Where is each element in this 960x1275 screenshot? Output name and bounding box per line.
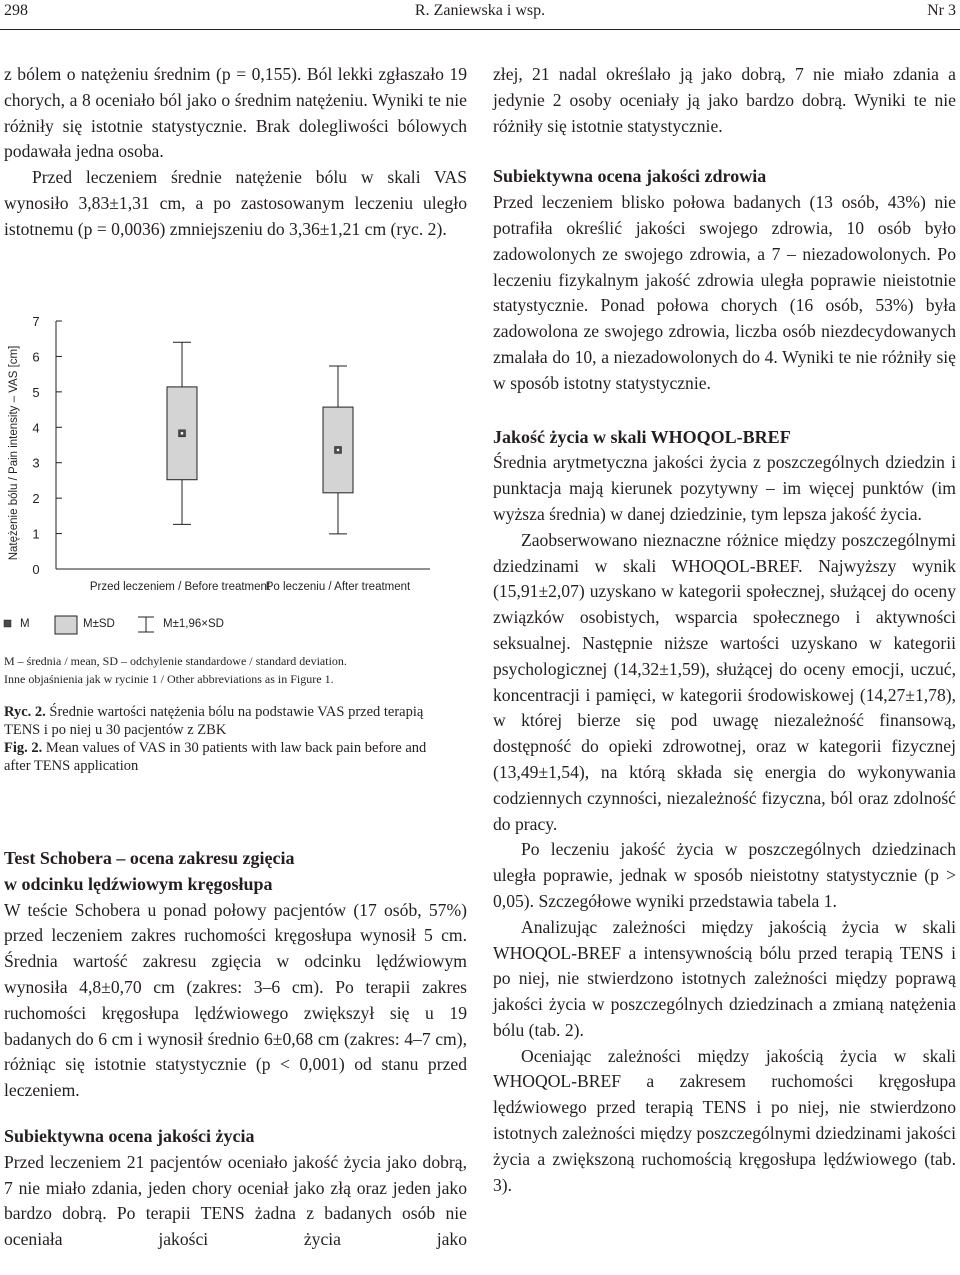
heading-line: Test Schobera – ocena zakresu zgięcia <box>4 848 295 868</box>
section-heading <box>4 846 467 898</box>
y-tick-label: 5 <box>32 384 40 400</box>
legend-sd-label: M±SD <box>83 618 115 630</box>
issue-number: Nr 3 <box>927 2 956 19</box>
heading-line: w odcinku lędźwiowym kręgosłupa <box>4 873 273 894</box>
figure-caption <box>4 703 444 775</box>
header-rule <box>0 29 960 30</box>
caption-pl-text: Średnie wartości natężenia bólu na podstawie VAS przed terapią TENS i po niej u 30 pacjentów z ZBK <box>4 704 424 738</box>
legend-sd-box <box>55 616 77 634</box>
page-number: 298 <box>4 2 28 19</box>
chart-note-line: M – średnia / mean, SD – odchylenie standardowe / standard deviation. <box>4 654 347 668</box>
y-tick-label: 0 <box>32 562 40 577</box>
vas-box-chart <box>0 300 480 650</box>
paragraph: Oceniając zależności między jakością życia w skali WHOQOL-BREF a zakresem ruchomości kręgosłupa lędźwiowego przed terapią TENS i po niej, nie stwierdzono istotnych zależności między poszczególnymi dziedzinami jakości życia a zwiększoną ruchomością kręgosłupa lędźwiowego (tab. 3). <box>493 1045 956 1195</box>
paragraph: Po leczeniu jakość życia w poszczególnych dziedzinach uległa poprawie, jednak w sposób nieistotny statystycznie (p > 0,05). Szczegółowe wyniki przedstawia tabela 1. <box>493 839 956 911</box>
paragraph: Analizując zależności między jakością życia w skali WHOQOL-BREF a intensywnością bólu przed terapią TENS i po niej, nie stwierdzono istotnych zależności między poprawą jakości życia w poszczególnych dziedzinach a zmianą natężenia bólu (tab. 2). <box>493 916 956 1040</box>
left-column-top <box>4 62 467 243</box>
y-axis-label: Natężenie bólu / Pain intensity – VAS [cm] <box>8 345 20 561</box>
y-tick-label: 1 <box>32 526 40 542</box>
caption-en <box>4 739 444 775</box>
legend-mean-label: M <box>20 618 30 630</box>
legend-mean-marker <box>4 620 11 627</box>
paragraph: Przed leczeniem blisko połowa badanych (13 osób, 43%) nie potrafiła określić jakości swojego zdrowia, 10 osób było zadowolonych ze swojego zdrowia, a 7 – niezadowolonych. Po leczeniu fizykalnym jakość zdrowia uległa poprawie nieistotnie statystycznie. Ponad połowa chorych (16 osób, 53%) była zadowolona ze swojego zdrowia, liczba osób niezdecydowanych zmalała do 10, a niezadowolonych do 4. Wyniki te nie różniły się w sposób istotny statystycznie. <box>493 192 956 393</box>
section-heading: Jakość życia w skali WHOQOL-BREF <box>493 426 791 447</box>
chart-svg <box>0 300 480 650</box>
mean-marker-center <box>181 432 183 434</box>
mean-marker-center <box>337 449 339 451</box>
paragraph: Przed leczeniem 21 pacjentów oceniało jakość życia jako dobrą, 7 nie miało zdania, jeden chory oceniał jako złą oraz jeden jako bardzo dobrą. Po terapii TENS żadna z badanych osób nie oceniała jakości życia jako <box>4 1151 467 1250</box>
paragraph: Zaobserwowano nieznaczne różnice między poszczególnymi dziedzinami w skali WHOQOL-BREF. Najwyższy wynik (15,91±2,07) uzyskano w kategorii społecznej, służącej do oceny związków osobistych, wsparcia społecznego i aktywności seksualnej. Następnie niższe wartości uzyskano w kategorii psychologicznej (14,32±1,59), służącej do oceny emocji, uczuć, koncentracji i pamięci, w kategorii środowiskowej (14,27±1,78), w której bierze się pod uwagę niezależność finansową, dostępność do opieki zdrowotnej, oraz w kategorii fizycznej (13,49±1,54), na którą składa się energia do wykonywania codziennych czynności, niezależność fizyczna, ból oraz zdolność do pracy. <box>493 529 956 834</box>
y-tick-label: 7 <box>32 314 40 329</box>
y-tick-label: 2 <box>32 491 40 507</box>
caption-en-label: Fig. 2. <box>4 740 43 756</box>
section-heading: Subiektywna ocena jakości życia <box>4 1125 255 1146</box>
page-header <box>0 0 960 30</box>
paragraph: złej, 21 nadal określało ją jako dobrą, 7 nie miało zdania a jedynie 2 osoby oceniały ją jako bardzo dobrą. Wyniki te nie różniły się istotnie statystycznie. <box>493 64 956 136</box>
caption-pl <box>4 703 444 739</box>
x-category-label: Przed leczeniem / Before treatment <box>89 581 271 593</box>
caption-en-text: Mean values of VAS in 30 patients with law back pain before and after TENS application <box>4 740 427 774</box>
right-column <box>493 62 956 1198</box>
paragraph: W teście Schobera u ponad połowy pacjentów (17 osób, 57%) przed leczeniem zakres ruchomości kręgosłupa wynosił 5 cm. Średnia wartość zakresu zgięcia w odcinku lędźwiowym wynosiła 4,8±0,70 cm (zakres: 3–6 cm). Po terapii zakres ruchomości kręgosłupa lędźwiowego zwiększył się u 19 badanych do 6 cm i wynosił średnio 6±0,68 cm (zakres: 4–7 cm), różniąc się istotnie statystycznie (p < 0,001) od stanu przed leczeniem. <box>4 899 467 1101</box>
caption-pl-label: Ryc. 2. <box>4 704 46 720</box>
running-head-authors: R. Zaniewska i wsp. <box>414 2 546 19</box>
y-tick-label: 6 <box>32 349 40 365</box>
chart-note-line: Inne objaśnienia jak w rycinie 1 / Other abbreviations as in Figure 1. <box>4 672 334 686</box>
y-tick-label: 4 <box>32 420 40 436</box>
y-tick-label: 3 <box>32 455 40 471</box>
left-column-bottom <box>4 846 467 1253</box>
paragraph: Średnia arytmetyczna jakości życia z poszczególnych dziedzin i punktacja mają kierunek pozytywny – im więcej punktów (im wyższa średnia) w danej dziedzinie, tym lepsza jakość życia. <box>493 452 956 524</box>
section-heading: Subiektywna ocena jakości zdrowia <box>493 166 767 187</box>
legend-whisker-label: M±1,96×SD <box>163 618 224 630</box>
chart-note <box>4 652 474 688</box>
paragraph: Przed leczeniem średnie natężenie bólu w skali VAS wynosiło 3,83±1,31 cm, a po zastosowanym leczeniu uległo istotnemu (p = 0,0036) zmniejszeniu do 3,36±1,21 cm (ryc. 2). <box>4 167 467 239</box>
x-category-label: Po leczeniu / After treatment <box>265 581 411 593</box>
paragraph: z bólem o natężeniu średnim (p = 0,155). Ból lekki zgłaszało 19 chorych, a 8 oceniało ból jako o średnim natężeniu. Wyniki te nie różniły się istotnie statystycznie. Brak dolegliwości bólowych podawała jedna osoba. <box>4 64 467 162</box>
